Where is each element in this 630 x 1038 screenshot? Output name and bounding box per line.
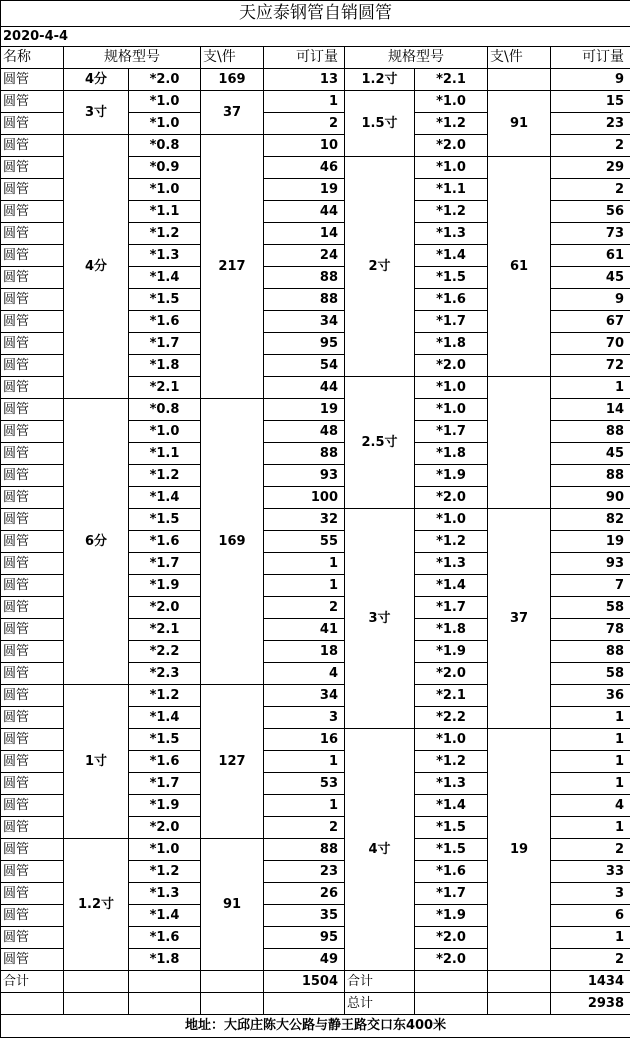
left-avail: 1: [264, 553, 345, 575]
left-pieces: 127: [201, 685, 264, 839]
left-spec: *1.0: [129, 179, 201, 201]
right-spec: *2.1: [415, 69, 488, 91]
right-spec: *2.0: [415, 135, 488, 157]
left-avail: 88: [264, 839, 345, 861]
right-avail: 45: [551, 267, 630, 289]
product-name: 圆管: [1, 179, 64, 201]
left-spec: *0.8: [129, 399, 201, 421]
right-avail: 90: [551, 487, 630, 509]
right-avail: 9: [551, 69, 630, 91]
right-avail: 1: [551, 729, 630, 751]
left-avail: 41: [264, 619, 345, 641]
left-spec: *1.0: [129, 113, 201, 135]
right-spec: *1.8: [415, 443, 488, 465]
right-spec: *1.5: [415, 839, 488, 861]
left-spec: *1.6: [129, 311, 201, 333]
left-avail: 35: [264, 905, 345, 927]
right-spec: *2.1: [415, 685, 488, 707]
left-avail: 93: [264, 465, 345, 487]
product-name: 圆管: [1, 421, 64, 443]
left-pieces: 169: [201, 69, 264, 91]
left-spec: *2.0: [129, 597, 201, 619]
left-spec: *1.1: [129, 201, 201, 223]
product-name: 圆管: [1, 377, 64, 399]
right-pieces: [488, 377, 551, 509]
right-spec: *1.7: [415, 311, 488, 333]
left-avail: 88: [264, 289, 345, 311]
right-spec: *1.3: [415, 553, 488, 575]
right-avail: 3: [551, 883, 630, 905]
header-name: 名称: [1, 47, 64, 69]
page-title: 天应泰钢管自销圆管: [1, 1, 630, 27]
grand-total-value: 2938: [551, 993, 630, 1015]
left-spec: *1.8: [129, 355, 201, 377]
product-name: 圆管: [1, 751, 64, 773]
left-size: 1.2寸: [64, 839, 129, 971]
product-name: 圆管: [1, 201, 64, 223]
right-avail: 7: [551, 575, 630, 597]
right-avail: 29: [551, 157, 630, 179]
left-avail: 2: [264, 817, 345, 839]
product-name: 圆管: [1, 399, 64, 421]
left-avail: 48: [264, 421, 345, 443]
left-spec: *1.9: [129, 575, 201, 597]
header-spec-right: 规格型号: [345, 47, 488, 69]
right-pieces: [488, 69, 551, 91]
empty-cell: [264, 993, 345, 1015]
right-avail: 88: [551, 421, 630, 443]
right-avail: 1: [551, 751, 630, 773]
right-avail: 1: [551, 773, 630, 795]
left-avail: 46: [264, 157, 345, 179]
product-name: 圆管: [1, 245, 64, 267]
empty-cell: [129, 971, 201, 993]
left-avail: 14: [264, 223, 345, 245]
right-size: 3寸: [345, 509, 415, 729]
right-size: 4寸: [345, 729, 415, 971]
right-avail: 67: [551, 311, 630, 333]
left-spec: *1.7: [129, 773, 201, 795]
empty-cell: [415, 971, 488, 993]
product-name: 圆管: [1, 883, 64, 905]
empty-cell: [488, 993, 551, 1015]
product-name: 圆管: [1, 333, 64, 355]
left-avail: 34: [264, 311, 345, 333]
right-avail: 58: [551, 663, 630, 685]
product-name: 圆管: [1, 773, 64, 795]
right-spec: *1.4: [415, 575, 488, 597]
left-avail: 49: [264, 949, 345, 971]
right-avail: 93: [551, 553, 630, 575]
product-name: 圆管: [1, 839, 64, 861]
right-spec: *1.0: [415, 729, 488, 751]
product-name: 圆管: [1, 465, 64, 487]
header-pieces-right: 支\件: [488, 47, 551, 69]
right-spec: *1.8: [415, 333, 488, 355]
left-spec: *1.5: [129, 729, 201, 751]
left-avail: 55: [264, 531, 345, 553]
right-avail: 2: [551, 135, 630, 157]
left-spec: *1.1: [129, 443, 201, 465]
left-spec: *1.7: [129, 333, 201, 355]
left-spec: *0.8: [129, 135, 201, 157]
left-spec: *1.0: [129, 839, 201, 861]
left-avail: 18: [264, 641, 345, 663]
left-spec: *2.1: [129, 619, 201, 641]
left-spec: *1.0: [129, 421, 201, 443]
left-avail: 1: [264, 751, 345, 773]
totals-row: [1, 971, 630, 993]
product-name: 圆管: [1, 267, 64, 289]
header-row: [1, 47, 630, 69]
left-size: 6分: [64, 399, 129, 685]
right-spec: *1.7: [415, 883, 488, 905]
right-avail: 78: [551, 619, 630, 641]
right-spec: *2.0: [415, 927, 488, 949]
right-spec: *1.8: [415, 619, 488, 641]
right-spec: *2.0: [415, 355, 488, 377]
left-avail: 23: [264, 861, 345, 883]
product-name: 圆管: [1, 443, 64, 465]
left-avail: 2: [264, 113, 345, 135]
left-avail: 44: [264, 377, 345, 399]
right-spec: *1.0: [415, 377, 488, 399]
left-size: 1寸: [64, 685, 129, 839]
empty-cell: [129, 993, 201, 1015]
right-spec: *1.4: [415, 795, 488, 817]
right-spec: *1.0: [415, 399, 488, 421]
right-spec: *1.2: [415, 531, 488, 553]
empty-cell: [488, 971, 551, 993]
product-name: 圆管: [1, 817, 64, 839]
product-name: 圆管: [1, 553, 64, 575]
header-avail: 可订量: [264, 47, 345, 69]
product-name: 圆管: [1, 135, 64, 157]
right-avail: 15: [551, 91, 630, 113]
left-spec: *1.2: [129, 685, 201, 707]
right-spec: *2.2: [415, 707, 488, 729]
product-name: 圆管: [1, 289, 64, 311]
right-spec: *1.7: [415, 421, 488, 443]
address: 地址：大邱庄陈大公路与静王路交口东400米: [1, 1015, 630, 1038]
table-row: [1, 91, 630, 113]
left-avail: 1: [264, 575, 345, 597]
product-name: 圆管: [1, 91, 64, 113]
right-avail: 2: [551, 179, 630, 201]
left-spec: *2.3: [129, 663, 201, 685]
left-spec: *1.6: [129, 751, 201, 773]
right-avail: 36: [551, 685, 630, 707]
right-spec: *1.2: [415, 201, 488, 223]
left-avail: 26: [264, 883, 345, 905]
right-spec: *1.0: [415, 91, 488, 113]
left-pieces: 37: [201, 91, 264, 135]
right-spec: *1.5: [415, 267, 488, 289]
right-avail: 61: [551, 245, 630, 267]
right-avail: 1: [551, 707, 630, 729]
right-spec: *1.1: [415, 179, 488, 201]
left-size: 3寸: [64, 91, 129, 135]
left-spec: *1.6: [129, 927, 201, 949]
product-name: 圆管: [1, 949, 64, 971]
right-avail: 1: [551, 927, 630, 949]
left-spec: *2.2: [129, 641, 201, 663]
left-spec: *1.7: [129, 553, 201, 575]
right-spec: *1.9: [415, 641, 488, 663]
left-avail: 32: [264, 509, 345, 531]
right-avail: 4: [551, 795, 630, 817]
right-size: 2.5寸: [345, 377, 415, 509]
right-avail: 58: [551, 597, 630, 619]
left-spec: *1.0: [129, 91, 201, 113]
empty-cell: [1, 993, 64, 1015]
right-spec: *1.0: [415, 157, 488, 179]
empty-cell: [201, 993, 264, 1015]
right-total-label: 合计: [345, 971, 415, 993]
header-pieces: 支\件: [201, 47, 264, 69]
right-avail: 1: [551, 817, 630, 839]
left-avail: 16: [264, 729, 345, 751]
left-spec: *1.4: [129, 487, 201, 509]
left-avail: 10: [264, 135, 345, 157]
right-avail: 2: [551, 949, 630, 971]
right-pieces: 19: [488, 729, 551, 971]
product-name: 圆管: [1, 905, 64, 927]
left-spec: *1.2: [129, 223, 201, 245]
left-avail: 3: [264, 707, 345, 729]
right-spec: *1.6: [415, 861, 488, 883]
right-spec: *1.3: [415, 223, 488, 245]
left-spec: *1.2: [129, 465, 201, 487]
left-avail: 95: [264, 333, 345, 355]
product-name: 圆管: [1, 487, 64, 509]
left-pieces: 169: [201, 399, 264, 685]
left-spec: *2.1: [129, 377, 201, 399]
empty-cell: [415, 993, 488, 1015]
product-name: 圆管: [1, 597, 64, 619]
right-avail: 9: [551, 289, 630, 311]
product-name: 圆管: [1, 861, 64, 883]
left-pieces: 217: [201, 135, 264, 399]
left-size: 4分: [64, 69, 129, 91]
product-name: 圆管: [1, 355, 64, 377]
product-name: 圆管: [1, 927, 64, 949]
right-avail: 88: [551, 465, 630, 487]
left-spec: *1.9: [129, 795, 201, 817]
left-total-label: 合计: [1, 971, 64, 993]
left-avail: 34: [264, 685, 345, 707]
empty-cell: [201, 971, 264, 993]
product-name: 圆管: [1, 663, 64, 685]
right-avail: 73: [551, 223, 630, 245]
left-avail: 95: [264, 927, 345, 949]
left-spec: *2.0: [129, 69, 201, 91]
right-spec: *1.7: [415, 597, 488, 619]
right-spec: *2.0: [415, 949, 488, 971]
right-size: 2寸: [345, 157, 415, 377]
product-name: 圆管: [1, 707, 64, 729]
left-avail: 1: [264, 91, 345, 113]
product-name: 圆管: [1, 531, 64, 553]
left-avail: 24: [264, 245, 345, 267]
left-avail: 13: [264, 69, 345, 91]
right-avail: 88: [551, 641, 630, 663]
right-spec: *1.5: [415, 817, 488, 839]
left-spec: *1.3: [129, 883, 201, 905]
product-name: 圆管: [1, 641, 64, 663]
left-spec: *1.5: [129, 509, 201, 531]
product-name: 圆管: [1, 157, 64, 179]
right-avail: 6: [551, 905, 630, 927]
product-name: 圆管: [1, 729, 64, 751]
product-name: 圆管: [1, 575, 64, 597]
header-spec: 规格型号: [64, 47, 201, 69]
left-size: 4分: [64, 135, 129, 399]
left-spec: *2.0: [129, 817, 201, 839]
left-spec: *1.4: [129, 905, 201, 927]
product-name: 圆管: [1, 311, 64, 333]
report-date: 2020-4-4: [1, 27, 630, 47]
left-total-value: 1504: [264, 971, 345, 993]
right-spec: *1.6: [415, 289, 488, 311]
left-spec: *1.3: [129, 245, 201, 267]
grand-total-label: 总计: [345, 993, 415, 1015]
right-avail: 56: [551, 201, 630, 223]
right-pieces: 37: [488, 509, 551, 729]
product-name: 圆管: [1, 113, 64, 135]
table-row: [1, 69, 630, 91]
right-avail: 14: [551, 399, 630, 421]
left-avail: 1: [264, 795, 345, 817]
left-avail: 88: [264, 267, 345, 289]
product-name: 圆管: [1, 69, 64, 91]
left-avail: 19: [264, 179, 345, 201]
grand-total-row: [1, 993, 630, 1015]
right-avail: 1: [551, 377, 630, 399]
left-avail: 88: [264, 443, 345, 465]
right-spec: *1.9: [415, 905, 488, 927]
right-spec: *2.0: [415, 663, 488, 685]
right-pieces: 61: [488, 157, 551, 377]
left-spec: *1.6: [129, 531, 201, 553]
header-avail-right: 可订量: [551, 47, 630, 69]
right-avail: 33: [551, 861, 630, 883]
right-avail: 72: [551, 355, 630, 377]
right-spec: *1.2: [415, 751, 488, 773]
right-spec: *1.4: [415, 245, 488, 267]
product-name: 圆管: [1, 223, 64, 245]
right-spec: *1.3: [415, 773, 488, 795]
product-name: 圆管: [1, 795, 64, 817]
left-spec: *1.5: [129, 289, 201, 311]
left-avail: 54: [264, 355, 345, 377]
product-name: 圆管: [1, 509, 64, 531]
right-avail: 2: [551, 839, 630, 861]
left-spec: *1.8: [129, 949, 201, 971]
right-pieces: 91: [488, 91, 551, 157]
left-spec: *1.4: [129, 707, 201, 729]
empty-cell: [64, 993, 129, 1015]
right-spec: *1.2: [415, 113, 488, 135]
left-avail: 4: [264, 663, 345, 685]
right-avail: 45: [551, 443, 630, 465]
left-avail: 100: [264, 487, 345, 509]
right-avail: 70: [551, 333, 630, 355]
product-name: 圆管: [1, 685, 64, 707]
right-spec: *1.9: [415, 465, 488, 487]
right-spec: *2.0: [415, 487, 488, 509]
right-avail: 19: [551, 531, 630, 553]
right-spec: *1.0: [415, 509, 488, 531]
empty-cell: [64, 971, 129, 993]
left-avail: 2: [264, 597, 345, 619]
left-avail: 44: [264, 201, 345, 223]
left-pieces: 91: [201, 839, 264, 971]
left-avail: 53: [264, 773, 345, 795]
left-avail: 19: [264, 399, 345, 421]
right-avail: 23: [551, 113, 630, 135]
address-row: [1, 1015, 630, 1038]
product-name: 圆管: [1, 619, 64, 641]
left-spec: *1.2: [129, 861, 201, 883]
right-size: 1.2寸: [345, 69, 415, 91]
left-spec: *1.4: [129, 267, 201, 289]
left-spec: *0.9: [129, 157, 201, 179]
right-avail: 82: [551, 509, 630, 531]
right-size: 1.5寸: [345, 91, 415, 157]
right-total-value: 1434: [551, 971, 630, 993]
